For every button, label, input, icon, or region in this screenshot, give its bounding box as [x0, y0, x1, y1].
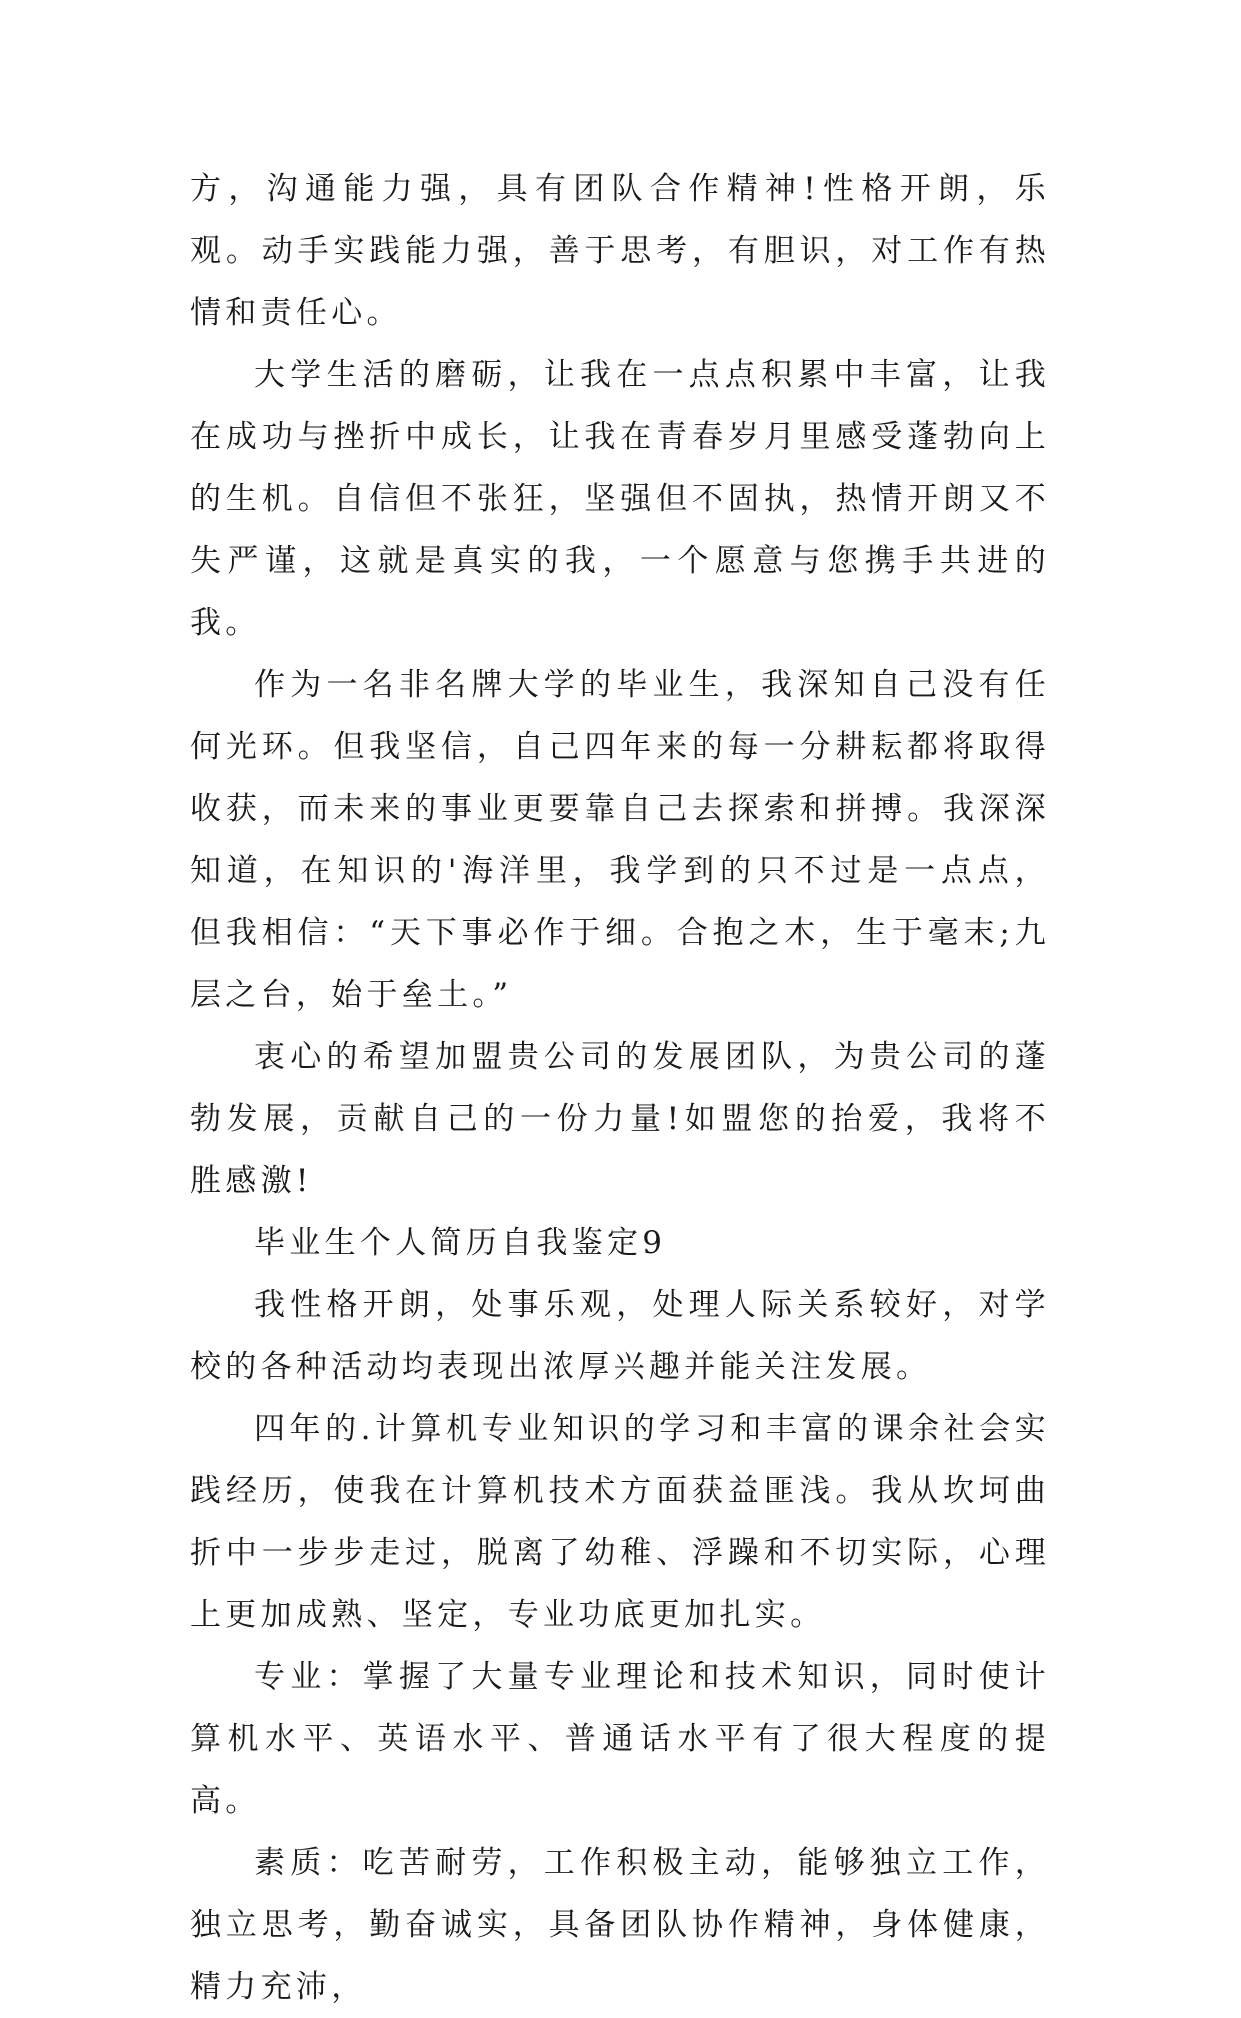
paragraph-5: 我性格开朗，处事乐观，处理人际关系较好，对学校的各种活动均表现出浓厚兴趣并能关注发展。	[190, 1287, 1050, 1385]
paragraph-3: 作为一名非名牌大学的毕业生，我深知自己没有任何光环。但我坚信，自己四年来的每一分耕耘都将取得收获，而未来的事业更要靠自己去探索和拼搏。我深深知道，在知识的'海洋里，我学到的只不过是一点点，但我相信：“天下事必作于细。合抱之木，生于毫末;九层之台，始于垒土。”	[190, 667, 1050, 1013]
paragraph-1: 方，沟通能力强，具有团队合作精神!性格开朗，乐观。动手实践能力强，善于思考，有胆识，对工作有热情和责任心。	[190, 171, 1050, 331]
paragraph-4: 衷心的希望加盟贵公司的发展团队，为贵公司的蓬勃发展，贡献自己的一份力量!如盟您的抬爱，我将不胜感激!	[190, 1039, 1050, 1199]
paragraph-8: 素质：吃苦耐劳，工作积极主动，能够独立工作，独立思考，勤奋诚实，具备团队协作精神，身体健康，精力充沛，	[190, 1845, 1050, 2005]
paragraph-7: 专业：掌握了大量专业理论和技术知识，同时使计算机水平、英语水平、普通话水平有了很大程度的提高。	[190, 1659, 1050, 1819]
paragraph-2: 大学生活的磨砺，让我在一点点积累中丰富，让我在成功与挫折中成长，让我在青春岁月里感受蓬勃向上的生机。自信但不张狂，坚强但不固执，热情开朗又不失严谨，这就是真实的我，一个愿意与您携手共进的我。	[190, 357, 1050, 641]
section-heading: 毕业生个人简历自我鉴定9	[254, 1225, 667, 1261]
document-body	[190, 158, 1050, 2018]
paragraph-6: 四年的.计算机专业知识的学习和丰富的课余社会实践经历，使我在计算机技术方面获益匪浅。我从坎坷曲折中一步步走过，脱离了幼稚、浮躁和不切实际，心理上更加成熟、坚定，专业功底更加扎实。	[190, 1411, 1050, 1633]
